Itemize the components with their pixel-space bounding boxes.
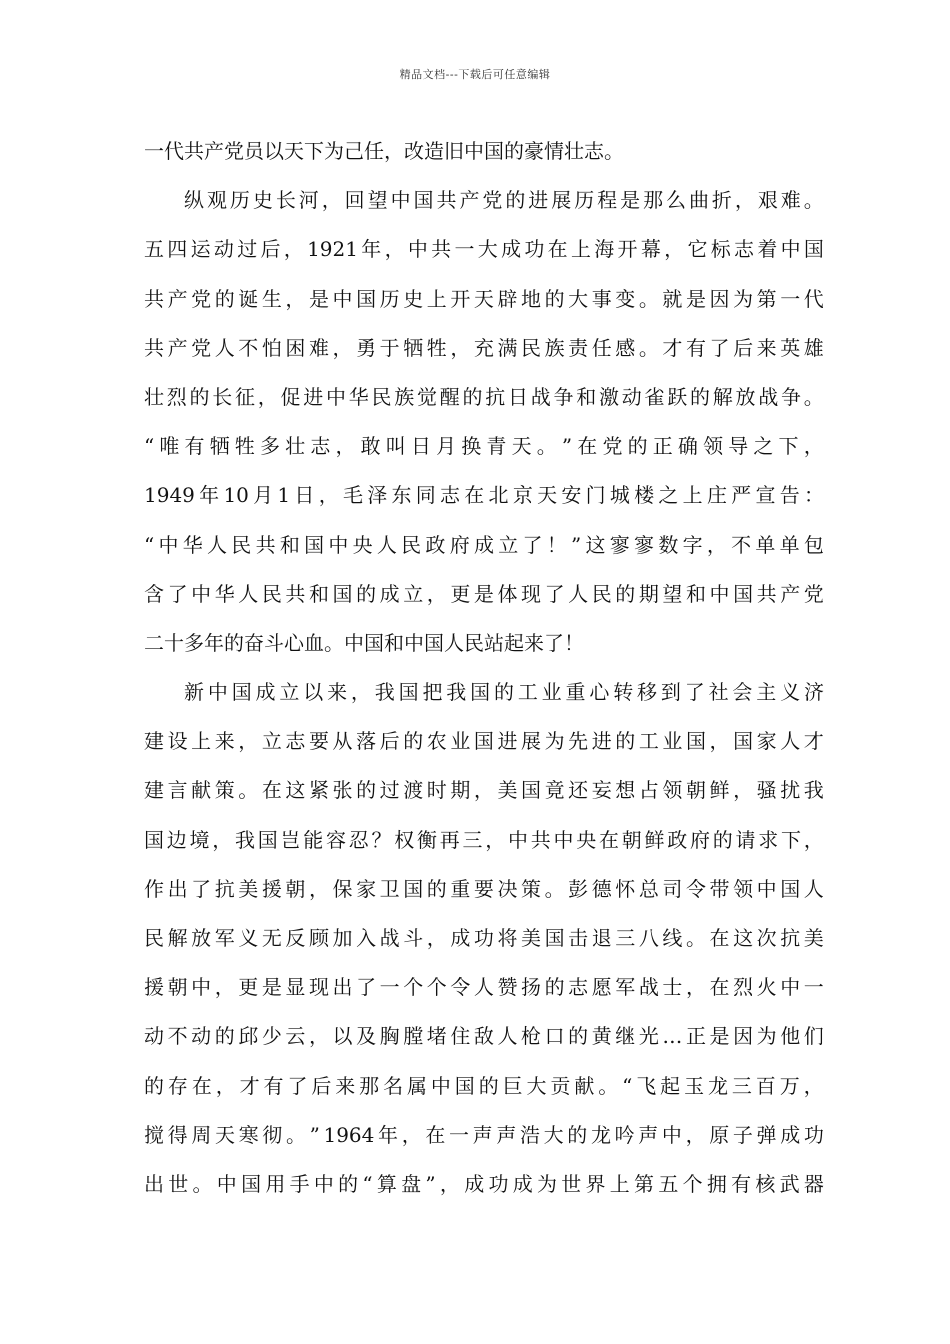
text-line: 二十多年的奋斗心血。中国和中国人民站起来了！: [144, 630, 584, 655]
text-line: 含 了 中 华 人 民 共 和 国 的 成 立 ， 更 是 体 现 了 人 民 的 期 望 和 中 国 共 产 党: [144, 581, 824, 606]
text-line: 一代共产党员以天下为己任，改造旧中国的豪情壮志。: [144, 139, 624, 163]
text-line: 五 四 运 动 过 后 ， 1921 年 ， 中 共 一 大 成 功 在 上 海 开 幕 ， 它 标 志 着 中 国: [144, 237, 824, 262]
text-line: 国 边 境 ， 我 国 岂 能 容 忍 ？ 权 衡 再 三 ， 中 共 中 央 在 朝 鲜 政 府 的 请 求 下 ，: [144, 827, 824, 852]
text-line: 共 产 党 的 诞 生 ， 是 中 国 历 史 上 开 天 辟 地 的 大 事 变 。 就 是 因 为 第 一 代: [144, 286, 824, 311]
text-line: 搅 得 周 天 寒 彻 。 ” 1964 年 ， 在 一 声 声 浩 大 的 龙 吟 声 中 ， 原 子 弹 成 功: [144, 1122, 824, 1147]
text-line: 动 不 动 的 邱 少 云 ， 以 及 胸 膛 堵 住 敌 人 枪 口 的 黄 继 光 … 正 是 因 为 他 们: [144, 1024, 824, 1049]
text-line: 作 出 了 抗 美 援 朝 ， 保 家 卫 国 的 重 要 决 策 。 彭 德 怀 总 司 令 带 领 中 国 人: [144, 876, 824, 901]
text-line: 壮 烈 的 长 征 ， 促 进 中 华 民 族 觉 醒 的 抗 日 战 争 和 激 动 雀 跃 的 解 放 战 争 。: [144, 384, 824, 409]
page-header: 精品文档---下载后可任意编辑: [399, 68, 551, 81]
text-line: “ 中 华 人 民 共 和 国 中 央 人 民 政 府 成 立 了 ！ ” 这 寥 寥 数 字 ， 不 单 单 包: [144, 532, 824, 557]
text-line: 援 朝 中 ， 更 是 显 现 出 了 一 个 个 令 人 赞 扬 的 志 愿 军 战 士 ， 在 烈 火 中 一: [144, 975, 824, 1000]
text-line: 民 解 放 军 义 无 反 顾 加 入 战 斗 ， 成 功 将 美 国 击 退 三 八 线 。 在 这 次 抗 美: [144, 926, 824, 950]
text-line: 纵 观 历 史 长 河 ， 回 望 中 国 共 产 党 的 进 展 历 程 是 那 么 曲 折 ， 艰 难 。: [184, 188, 824, 213]
text-line: 出 世 。 中 国 用 手 中 的 “ 算 盘 ” ， 成 功 成 为 世 界 上 第 五 个 拥 有 核 武 器: [144, 1171, 824, 1196]
text-line: “ 唯 有 牺 牲 多 壮 志 ， 敢 叫 日 月 换 青 天 。 ” 在 党 的 正 确 领 导 之 下 ，: [144, 434, 824, 459]
text-line: 的 存 在 ， 才 有 了 后 来 那 名 属 中 国 的 巨 大 贡 献 。 “ 飞 起 玉 龙 三 百 万 ，: [144, 1073, 824, 1098]
body-text: [144, 131, 824, 1213]
text-line: 1949 年 10 月 1 日 ， 毛 泽 东 同 志 在 北 京 天 安 门 城 楼 之 上 庄 严 宣 告 ：: [144, 483, 824, 508]
text-line: 建 设 上 来 ， 立 志 要 从 落 后 的 农 业 国 进 展 为 先 进 的 工 业 国 ， 国 家 人 才: [144, 729, 824, 754]
text-line: 新 中 国 成 立 以 来 ， 我 国 把 我 国 的 工 业 重 心 转 移 到 了 社 会 主 义 济: [184, 680, 824, 705]
text-line: 建 言 献 策 。 在 这 紧 张 的 过 渡 时 期 ， 美 国 竟 还 妄 想 占 领 朝 鲜 ， 骚 扰 我: [144, 778, 824, 803]
text-line: 共 产 党 人 不 怕 困 难 ， 勇 于 牺 牲 ， 充 满 民 族 责 任 感 。 才 有 了 后 来 英 雄: [144, 335, 824, 360]
